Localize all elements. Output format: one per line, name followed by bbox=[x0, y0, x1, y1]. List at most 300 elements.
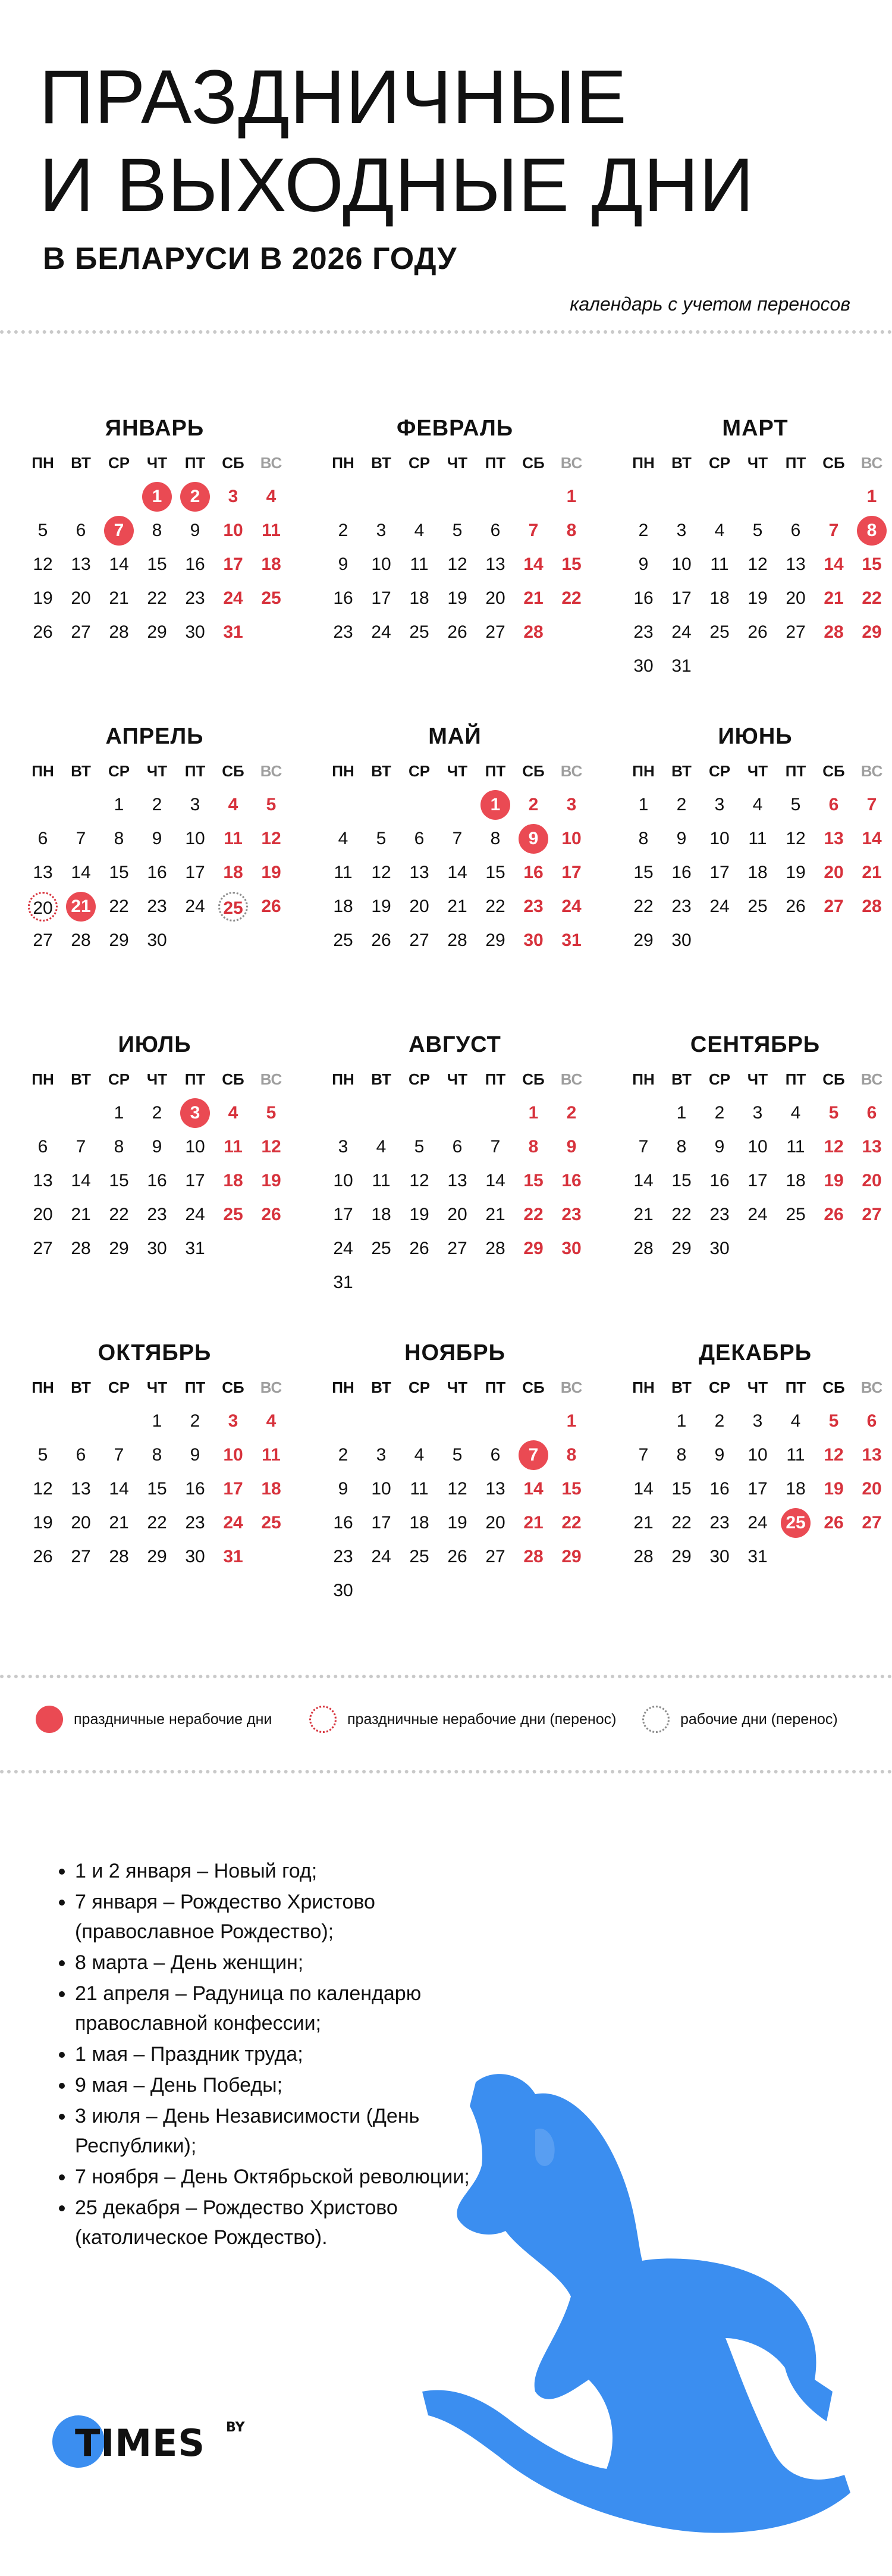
weekday-label: ПН bbox=[32, 761, 54, 780]
day-cell: 30 bbox=[709, 1238, 730, 1258]
month-block bbox=[24, 1027, 285, 1265]
day-cell: 10 bbox=[185, 828, 205, 848]
day-cell: 22 bbox=[633, 896, 654, 916]
week-row bbox=[24, 1198, 285, 1231]
day-cell: 28 bbox=[447, 930, 467, 950]
weekday-label: СБ bbox=[822, 1070, 845, 1088]
day-cell: 22 bbox=[561, 588, 582, 608]
weekday-label: ВТ bbox=[371, 453, 391, 472]
day-cell: 3 bbox=[752, 1411, 763, 1431]
day-cell: 28 bbox=[824, 622, 844, 642]
day-cell: 20 bbox=[862, 1170, 882, 1190]
weekday-label: ПТ bbox=[785, 761, 806, 780]
holiday-item: • 25 декабря – Рождество Христово (католическое Рождество). bbox=[75, 2193, 503, 2252]
day-cell: 7 bbox=[104, 516, 134, 546]
week-row bbox=[24, 1130, 285, 1164]
day-cell: 2 bbox=[152, 1102, 162, 1123]
weekday-label: ВС bbox=[260, 1070, 282, 1088]
day-cell: 4 bbox=[714, 520, 725, 540]
weekday-label: ПТ bbox=[485, 761, 506, 780]
day-cell: 19 bbox=[33, 588, 53, 608]
title-line-1: ПРАЗДНИЧНЫЕ bbox=[39, 55, 627, 140]
day-cell: 22 bbox=[862, 588, 882, 608]
day-cell: 10 bbox=[747, 1136, 768, 1157]
day-cell: 16 bbox=[561, 1170, 582, 1190]
day-cell: 14 bbox=[824, 554, 844, 574]
weekday-label: ВС bbox=[860, 1378, 883, 1396]
week-row bbox=[24, 1096, 285, 1130]
day-cell: 10 bbox=[333, 1170, 353, 1190]
day-cell: 12 bbox=[261, 1136, 281, 1157]
day-cell: 29 bbox=[485, 930, 505, 950]
weekday-header bbox=[624, 1063, 886, 1096]
day-cell: 27 bbox=[71, 622, 91, 642]
month-block bbox=[324, 719, 586, 957]
week-row bbox=[324, 788, 586, 822]
day-cell: 7 bbox=[519, 1440, 548, 1470]
day-cell: 23 bbox=[147, 896, 167, 916]
week-row bbox=[324, 1438, 586, 1472]
rocking-horse-icon bbox=[357, 2058, 868, 2558]
day-cell: 31 bbox=[561, 930, 582, 950]
day-cell: 11 bbox=[710, 554, 729, 574]
day-cell: 6 bbox=[414, 828, 425, 848]
day-cell: 10 bbox=[671, 554, 692, 574]
day-cell: 30 bbox=[523, 930, 544, 950]
week-row bbox=[24, 615, 285, 649]
weekday-label: ПН bbox=[632, 1070, 655, 1088]
day-cell: 17 bbox=[185, 862, 205, 882]
day-cell: 17 bbox=[561, 862, 582, 882]
day-cell: 5 bbox=[37, 520, 48, 540]
day-cell: 19 bbox=[261, 862, 281, 882]
day-cell: 7 bbox=[638, 1136, 649, 1157]
holiday-transfer-marker-icon bbox=[309, 1706, 337, 1733]
day-cell: 8 bbox=[676, 1444, 687, 1465]
weekday-header bbox=[24, 446, 285, 480]
day-cell: 28 bbox=[523, 622, 544, 642]
week-row bbox=[624, 480, 886, 513]
day-cell: 5 bbox=[414, 1136, 425, 1157]
day-cell: 6 bbox=[866, 1102, 877, 1123]
week-row bbox=[324, 581, 586, 615]
day-cell: 13 bbox=[409, 862, 429, 882]
week-row bbox=[24, 1231, 285, 1265]
holiday-item: • 1 и 2 января – Новый год; bbox=[75, 1856, 503, 1886]
day-cell: 26 bbox=[33, 622, 53, 642]
day-cell: 2 bbox=[338, 520, 348, 540]
weekday-label: ВТ bbox=[71, 453, 91, 472]
weekday-label: ВТ bbox=[71, 1070, 91, 1088]
day-cell: 21 bbox=[523, 588, 544, 608]
day-cell: 1 bbox=[114, 794, 124, 814]
day-cell: 31 bbox=[223, 1546, 243, 1566]
day-cell: 7 bbox=[828, 520, 839, 540]
week-row bbox=[624, 649, 886, 683]
day-cell: 4 bbox=[414, 520, 425, 540]
day-cell: 11 bbox=[410, 554, 429, 574]
weekday-label: СР bbox=[108, 1070, 130, 1088]
day-cell: 4 bbox=[790, 1411, 801, 1431]
day-cell: 13 bbox=[824, 828, 844, 848]
day-cell: 4 bbox=[414, 1444, 425, 1465]
month-name: МАЙ bbox=[428, 724, 482, 749]
day-cell: 14 bbox=[633, 1170, 654, 1190]
weekday-header bbox=[324, 1063, 586, 1096]
day-cell: 17 bbox=[185, 1170, 205, 1190]
day-cell: 18 bbox=[261, 554, 281, 574]
day-cell: 27 bbox=[33, 930, 53, 950]
logo-text: TIMES bbox=[75, 2421, 206, 2465]
legend-holiday bbox=[36, 1701, 272, 1737]
month-name: АПРЕЛЬ bbox=[105, 724, 204, 749]
weekday-label: ПТ bbox=[485, 453, 506, 472]
week-row bbox=[624, 547, 886, 581]
weekday-header bbox=[324, 446, 586, 480]
day-cell: 11 bbox=[786, 1444, 805, 1465]
week-row bbox=[24, 547, 285, 581]
day-cell: 14 bbox=[109, 1478, 129, 1499]
day-cell: 5 bbox=[266, 1102, 277, 1123]
day-cell: 16 bbox=[523, 862, 544, 882]
day-cell: 3 bbox=[752, 1102, 763, 1123]
day-cell: 24 bbox=[747, 1204, 768, 1224]
day-cell: 28 bbox=[485, 1238, 505, 1258]
week-row bbox=[324, 1472, 586, 1506]
day-cell: 12 bbox=[786, 828, 806, 848]
month-name: ИЮНЬ bbox=[718, 724, 793, 749]
day-cell: 26 bbox=[824, 1512, 844, 1533]
day-cell: 15 bbox=[523, 1170, 544, 1190]
week-row bbox=[324, 923, 586, 957]
day-cell: 9 bbox=[638, 554, 649, 574]
day-cell: 23 bbox=[633, 622, 654, 642]
weekday-label: ЧТ bbox=[747, 1378, 768, 1396]
day-cell: 5 bbox=[37, 1444, 48, 1465]
day-cell: 29 bbox=[561, 1546, 582, 1566]
day-cell: 27 bbox=[71, 1546, 91, 1566]
month-name: ДЕКАБРЬ bbox=[698, 1340, 812, 1365]
day-cell: 25 bbox=[709, 622, 730, 642]
day-cell: 30 bbox=[185, 622, 205, 642]
day-cell: 15 bbox=[147, 554, 167, 574]
day-cell: 9 bbox=[338, 1478, 348, 1499]
day-cell: 28 bbox=[109, 1546, 129, 1566]
weekday-label: ВС bbox=[560, 761, 583, 780]
weekday-label: ВС bbox=[860, 453, 883, 472]
weekday-label: СР bbox=[708, 453, 731, 472]
weekday-header bbox=[24, 754, 285, 788]
day-cell: 23 bbox=[147, 1204, 167, 1224]
day-cell: 5 bbox=[828, 1411, 839, 1431]
week-row bbox=[624, 1472, 886, 1506]
week-row bbox=[24, 1540, 285, 1574]
day-cell: 26 bbox=[261, 1204, 281, 1224]
day-cell: 8 bbox=[638, 828, 649, 848]
day-cell: 30 bbox=[633, 656, 654, 676]
day-cell: 8 bbox=[114, 1136, 124, 1157]
day-cell: 29 bbox=[109, 1238, 129, 1258]
day-cell: 15 bbox=[671, 1170, 692, 1190]
weekday-label: СР bbox=[108, 1378, 130, 1396]
day-cell: 9 bbox=[714, 1444, 725, 1465]
day-cell: 15 bbox=[561, 1478, 582, 1499]
day-cell: 21 bbox=[824, 588, 844, 608]
day-cell: 19 bbox=[747, 588, 768, 608]
day-cell: 9 bbox=[190, 1444, 200, 1465]
day-cell: 24 bbox=[223, 1512, 243, 1533]
day-cell: 21 bbox=[633, 1204, 654, 1224]
day-cell: 1 bbox=[142, 482, 172, 512]
weekday-header bbox=[324, 1371, 586, 1404]
day-cell: 1 bbox=[566, 486, 577, 506]
day-cell: 3 bbox=[714, 794, 725, 814]
weekday-label: ПТ bbox=[184, 453, 206, 472]
day-cell: 30 bbox=[185, 1546, 205, 1566]
day-cell: 11 bbox=[410, 1478, 429, 1499]
weekday-label: ПН bbox=[32, 453, 54, 472]
day-cell: 22 bbox=[561, 1512, 582, 1533]
week-row bbox=[324, 1404, 586, 1438]
day-cell: 21 bbox=[862, 862, 882, 882]
day-cell: 16 bbox=[147, 862, 167, 882]
day-cell: 11 bbox=[786, 1136, 805, 1157]
tagline: календарь с учетом переносов bbox=[570, 293, 850, 315]
week-row bbox=[624, 1096, 886, 1130]
day-cell: 24 bbox=[371, 622, 391, 642]
day-cell: 17 bbox=[709, 862, 730, 882]
week-row bbox=[324, 1265, 586, 1299]
day-cell: 1 bbox=[676, 1411, 687, 1431]
weekday-label: ВС bbox=[260, 453, 282, 472]
day-cell: 30 bbox=[671, 930, 692, 950]
month-block bbox=[24, 719, 285, 957]
day-cell: 18 bbox=[223, 862, 243, 882]
day-cell: 24 bbox=[223, 588, 243, 608]
weekday-label: ВТ bbox=[371, 1070, 391, 1088]
day-cell: 10 bbox=[371, 554, 391, 574]
legend bbox=[36, 1701, 868, 1737]
month-block bbox=[624, 719, 886, 957]
day-cell: 18 bbox=[786, 1170, 806, 1190]
day-cell: 11 bbox=[334, 862, 353, 882]
day-cell: 27 bbox=[862, 1204, 882, 1224]
day-cell: 27 bbox=[447, 1238, 467, 1258]
day-cell: 6 bbox=[790, 520, 801, 540]
weekday-label: ЧТ bbox=[447, 761, 468, 780]
day-cell: 20 bbox=[28, 892, 58, 922]
weekday-label: СР bbox=[408, 1378, 431, 1396]
week-row bbox=[324, 547, 586, 581]
day-cell: 15 bbox=[109, 1170, 129, 1190]
day-cell: 25 bbox=[371, 1238, 391, 1258]
day-cell: 9 bbox=[152, 1136, 162, 1157]
week-row bbox=[24, 1164, 285, 1198]
day-cell: 15 bbox=[485, 862, 505, 882]
day-cell: 2 bbox=[190, 1411, 200, 1431]
day-cell: 16 bbox=[147, 1170, 167, 1190]
holiday-item: • 1 мая – Праздник труда; bbox=[75, 2039, 503, 2069]
day-cell: 18 bbox=[786, 1478, 806, 1499]
day-cell: 27 bbox=[485, 1546, 505, 1566]
legend-holiday-label: праздничные нерабочие дни bbox=[74, 1710, 272, 1728]
weekday-label: ПТ bbox=[785, 453, 806, 472]
day-cell: 8 bbox=[490, 828, 501, 848]
day-cell: 30 bbox=[147, 1238, 167, 1258]
day-cell: 4 bbox=[752, 794, 763, 814]
day-cell: 23 bbox=[333, 1546, 353, 1566]
day-cell: 10 bbox=[223, 1444, 243, 1465]
week-row bbox=[24, 1506, 285, 1540]
week-row bbox=[24, 1472, 285, 1506]
week-row bbox=[24, 923, 285, 957]
day-cell: 11 bbox=[262, 1444, 281, 1465]
day-cell: 11 bbox=[224, 828, 243, 848]
month-name: ФЕВРАЛЬ bbox=[396, 416, 514, 441]
day-cell: 7 bbox=[452, 828, 463, 848]
day-cell: 4 bbox=[228, 1102, 238, 1123]
weekday-header bbox=[24, 1371, 285, 1404]
day-cell: 19 bbox=[409, 1204, 429, 1224]
day-cell: 24 bbox=[709, 896, 730, 916]
day-cell: 22 bbox=[485, 896, 505, 916]
day-cell: 18 bbox=[747, 862, 768, 882]
day-cell: 21 bbox=[66, 892, 96, 922]
month-block bbox=[324, 410, 586, 649]
month-block bbox=[324, 1027, 586, 1299]
legend-holiday-transfer bbox=[309, 1701, 616, 1737]
times-logo[interactable] bbox=[52, 2415, 249, 2475]
day-cell: 1 bbox=[676, 1102, 687, 1123]
weekday-label: ПН bbox=[332, 761, 354, 780]
day-cell: 20 bbox=[71, 588, 91, 608]
day-cell: 31 bbox=[333, 1272, 353, 1292]
day-cell: 7 bbox=[114, 1444, 124, 1465]
day-cell: 14 bbox=[447, 862, 467, 882]
day-cell: 5 bbox=[376, 828, 387, 848]
day-cell: 1 bbox=[152, 1411, 162, 1431]
day-cell: 25 bbox=[409, 622, 429, 642]
day-cell: 22 bbox=[147, 1512, 167, 1533]
day-cell: 15 bbox=[633, 862, 654, 882]
weekday-label: ПН bbox=[632, 1378, 655, 1396]
day-cell: 3 bbox=[376, 520, 387, 540]
day-cell: 18 bbox=[409, 588, 429, 608]
week-row bbox=[24, 581, 285, 615]
week-row bbox=[624, 581, 886, 615]
day-cell: 24 bbox=[561, 896, 582, 916]
day-cell: 31 bbox=[185, 1238, 205, 1258]
day-cell: 12 bbox=[33, 554, 53, 574]
day-cell: 6 bbox=[76, 1444, 86, 1465]
day-cell: 7 bbox=[490, 1136, 501, 1157]
day-cell: 24 bbox=[185, 1204, 205, 1224]
day-cell: 20 bbox=[409, 896, 429, 916]
month-block bbox=[24, 1335, 285, 1574]
weekday-label: СБ bbox=[222, 453, 244, 472]
weekday-label: ПТ bbox=[785, 1378, 806, 1396]
day-cell: 16 bbox=[333, 588, 353, 608]
day-cell: 16 bbox=[185, 554, 205, 574]
weekday-label: СБ bbox=[822, 1378, 845, 1396]
day-cell: 20 bbox=[824, 862, 844, 882]
day-cell: 17 bbox=[747, 1478, 768, 1499]
week-row bbox=[624, 1506, 886, 1540]
day-cell: 25 bbox=[409, 1546, 429, 1566]
day-cell: 20 bbox=[485, 1512, 505, 1533]
day-cell: 3 bbox=[228, 1411, 238, 1431]
day-cell: 13 bbox=[33, 862, 53, 882]
day-cell: 19 bbox=[33, 1512, 53, 1533]
weekday-label: СБ bbox=[822, 761, 845, 780]
week-row bbox=[24, 889, 285, 923]
day-cell: 20 bbox=[862, 1478, 882, 1499]
month-name: ОКТЯБРЬ bbox=[98, 1340, 212, 1365]
title-line-2: И ВЫХОДНЫЕ ДНИ bbox=[39, 143, 755, 228]
day-cell: 1 bbox=[528, 1102, 539, 1123]
weekday-header bbox=[624, 754, 886, 788]
day-cell: 12 bbox=[261, 828, 281, 848]
weekday-label: ВТ bbox=[671, 761, 692, 780]
week-row bbox=[624, 1198, 886, 1231]
day-cell: 20 bbox=[71, 1512, 91, 1533]
day-cell: 17 bbox=[223, 554, 243, 574]
legend-holiday-transfer-label: праздничные нерабочие дни (перенос) bbox=[347, 1710, 617, 1728]
day-cell: 26 bbox=[447, 622, 467, 642]
holiday-item: • 9 мая – День Победы; bbox=[75, 2070, 503, 2100]
day-cell: 14 bbox=[862, 828, 882, 848]
day-cell: 8 bbox=[566, 1444, 577, 1465]
week-row bbox=[324, 1506, 586, 1540]
weekday-header bbox=[624, 1371, 886, 1404]
day-cell: 5 bbox=[828, 1102, 839, 1123]
week-row bbox=[624, 513, 886, 547]
week-row bbox=[24, 480, 285, 513]
day-cell: 7 bbox=[866, 794, 877, 814]
day-cell: 21 bbox=[633, 1512, 654, 1533]
day-cell: 26 bbox=[33, 1546, 53, 1566]
day-cell: 11 bbox=[372, 1170, 391, 1190]
day-cell: 5 bbox=[266, 794, 277, 814]
day-cell: 19 bbox=[824, 1478, 844, 1499]
day-cell: 27 bbox=[409, 930, 429, 950]
day-cell: 2 bbox=[676, 794, 687, 814]
divider-legend-top bbox=[0, 1675, 892, 1678]
day-cell: 9 bbox=[190, 520, 200, 540]
day-cell: 15 bbox=[862, 554, 882, 574]
day-cell: 13 bbox=[71, 554, 91, 574]
day-cell: 25 bbox=[333, 930, 353, 950]
day-cell: 18 bbox=[223, 1170, 243, 1190]
day-cell: 7 bbox=[528, 520, 539, 540]
weekday-label: ПТ bbox=[485, 1378, 506, 1396]
divider-top bbox=[0, 330, 892, 334]
day-cell: 10 bbox=[185, 1136, 205, 1157]
weekday-label: СБ bbox=[522, 1378, 545, 1396]
day-cell: 25 bbox=[223, 1204, 243, 1224]
day-cell: 3 bbox=[228, 486, 238, 506]
day-cell: 25 bbox=[747, 896, 768, 916]
weekday-label: ПТ bbox=[785, 1070, 806, 1088]
day-cell: 17 bbox=[333, 1204, 353, 1224]
day-cell: 11 bbox=[224, 1136, 243, 1157]
weekday-label: ВТ bbox=[71, 1378, 91, 1396]
day-cell: 2 bbox=[714, 1411, 725, 1431]
day-cell: 2 bbox=[566, 1102, 577, 1123]
weekday-label: ПТ bbox=[485, 1070, 506, 1088]
week-row bbox=[24, 822, 285, 855]
day-cell: 24 bbox=[671, 622, 692, 642]
